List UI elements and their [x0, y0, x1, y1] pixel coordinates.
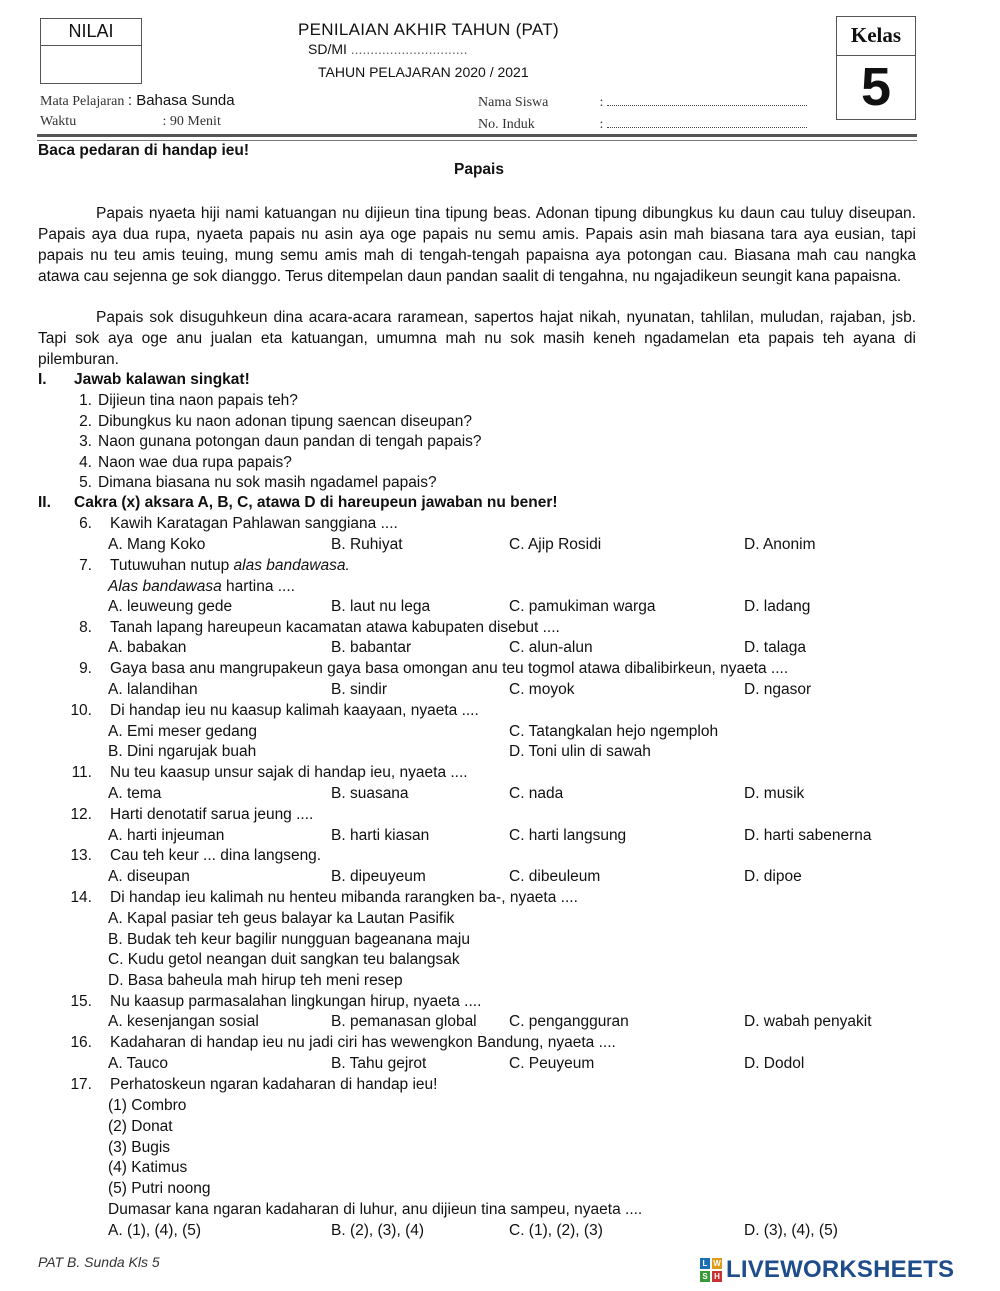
- option-d[interactable]: D. Dodol: [744, 1055, 805, 1072]
- option-c[interactable]: C. moyok: [509, 681, 575, 698]
- footer-label: PAT B. Sunda Kls 5: [38, 1254, 160, 1270]
- school-dots: ..............................: [350, 41, 468, 57]
- question-number: 13.: [70, 847, 92, 864]
- question-text: Dibungkus ku naon adonan tipung saencan diseupan?: [98, 412, 473, 430]
- question-number: 17.: [70, 1076, 92, 1093]
- question-text: Dumasar kana ngaran kadaharan di luhur, anu dijieun tina sampeu, nyaeta ....: [108, 1201, 643, 1218]
- reading-paragraph-2: Papais sok disuguhkeun dina acara-acara raramean, sapertos hajat nikah, nyunatan, tahlilan, muludan, rajaban, jsb. Tapi sok aya oge anu jualan eta katuangan, umumna mah nu sok masih keneh ngadamelan eta papais teh ayana di pilemburan.: [38, 309, 916, 368]
- question-text-plain: hartina ....: [221, 578, 295, 595]
- question-text: Dijieun tina naon papais teh?: [98, 392, 298, 409]
- logo-cell: L: [700, 1258, 710, 1269]
- liveworksheets-logo-icon: [700, 1258, 722, 1282]
- liveworksheets-brand[interactable]: [700, 1256, 995, 1286]
- question-text: Kadaharan di handap ieu nu jadi ciri has wewengkon Bandung, nyaeta ....: [110, 1034, 616, 1051]
- header-rule-thick: [37, 134, 917, 137]
- nilai-box: [40, 18, 142, 84]
- id-colon: :: [599, 117, 604, 132]
- question-text: Kawih Karatagan Pahlawan sanggiana ....: [110, 515, 398, 532]
- option-d[interactable]: D. Toni ulin di sawah: [509, 743, 651, 760]
- question-number: 12.: [70, 806, 92, 823]
- option-b[interactable]: B. pemanasan global: [331, 1013, 477, 1030]
- instruction: Baca pedaran di handap ieu!: [38, 142, 250, 159]
- name-row: [478, 92, 807, 111]
- question-text: Harti denotatif sarua jeung ....: [110, 806, 314, 823]
- option-c[interactable]: C. dibeuleum: [509, 868, 601, 885]
- time-value: : 90 Menit: [162, 114, 221, 129]
- question-text: Naon wae dua rupa papais?: [98, 453, 292, 471]
- food-name: (1) Combro: [108, 1097, 187, 1114]
- option-b[interactable]: B. (2), (3), (4): [331, 1222, 425, 1239]
- option-a[interactable]: A. Emi meser gedang: [108, 723, 258, 740]
- question-number: 9.: [79, 660, 92, 677]
- option-c[interactable]: C. Tatangkalan hejo ngemploh: [509, 723, 719, 740]
- option-c[interactable]: C. harti langsung: [509, 827, 627, 844]
- time-label: Waktu: [40, 114, 77, 129]
- reading-paragraph-1: Papais nyaeta hiji nami katuangan nu dijieun tina tipung beas. Adonan tipung dibungkus ku daun cau tuluy diseupan. Papais aya dua rupa, nyaeta papais nu asin aya oge papais nu semu amis. Papais asin mah biasana tara aya eusian, tapi papais nu teu amis teuing, mung semu amis mah di tengah-tengah papaisna aya potongan cau. Biasana mah cau nangka atawa cau sejenna ge sok dianggo. Terus ditempelan daun pandan saalit di tengahna, nu ngajadikeun seungit kana papaisna.: [38, 205, 916, 285]
- option-c[interactable]: C. Kudu getol neangan duit sangkan teu balangsak: [108, 951, 460, 968]
- option-a[interactable]: A. harti injeuman: [108, 827, 225, 844]
- section-1: [0, 370, 1000, 495]
- question-number: 3.: [79, 433, 92, 451]
- id-row: [478, 114, 807, 133]
- option-d[interactable]: D. Basa baheula mah hirup teh meni resep: [108, 972, 403, 989]
- subject-value: : Bahasa Sunda: [127, 92, 235, 109]
- option-a[interactable]: A. Tauco: [108, 1055, 169, 1072]
- option-a[interactable]: A. tema: [108, 785, 162, 802]
- id-label: No. Induk: [478, 117, 535, 132]
- option-a[interactable]: A. Kapal pasiar teh geus balayar ka Lautan Pasifik: [108, 910, 455, 927]
- question-text: Perhatoskeun ngaran kadaharan di handap ieu!: [110, 1076, 438, 1093]
- option-a[interactable]: A. leuweung gede: [108, 598, 233, 615]
- kelas-value: 5: [860, 57, 892, 117]
- question-number: 7.: [79, 557, 92, 574]
- question-number: 5.: [79, 474, 92, 492]
- kelas-label: Kelas: [850, 23, 902, 47]
- question-number: 1.: [79, 392, 92, 409]
- question-text-italic: Alas bandawasa: [108, 578, 222, 595]
- section-1-roman: I.: [38, 371, 47, 388]
- option-d[interactable]: D. (3), (4), (5): [744, 1222, 838, 1239]
- question-number: 6.: [79, 515, 92, 532]
- food-name: (3) Bugis: [108, 1138, 171, 1156]
- option-c[interactable]: C. pengangguran: [509, 1013, 629, 1030]
- option-a[interactable]: A. (1), (4), (5): [108, 1222, 202, 1239]
- name-colon: :: [599, 95, 604, 110]
- exam-title: PENILAIAN AKHIR TAHUN (PAT): [298, 20, 559, 39]
- subject-label: Mata Pelajaran: [40, 94, 125, 109]
- question-text-italic: alas bandawasa.: [233, 557, 350, 574]
- section-2-roman: II.: [38, 494, 51, 511]
- option-d[interactable]: D. harti sabenerna: [744, 827, 872, 844]
- option-a[interactable]: A. kesenjangan sosial: [108, 1013, 259, 1030]
- option-b[interactable]: B. laut nu lega: [331, 598, 431, 615]
- option-b[interactable]: B. Tahu gejrot: [331, 1055, 427, 1072]
- question-number: 10.: [70, 702, 92, 719]
- food-name: (2) Donat: [108, 1117, 173, 1135]
- option-b[interactable]: B. dipeuyeum: [331, 868, 426, 885]
- option-a[interactable]: A. lalandihan: [108, 681, 198, 698]
- question-text: Dimana biasana nu sok masih ngadamel papais?: [98, 474, 437, 492]
- section-2: [0, 493, 1000, 1253]
- question-number: 16.: [70, 1034, 92, 1051]
- question-text: Nu teu kaasup unsur sajak di handap ieu, nyaeta ....: [110, 764, 468, 781]
- subject-row: [40, 92, 235, 110]
- logo-cell: W: [713, 1259, 721, 1268]
- nilai-label: NILAI: [68, 21, 114, 41]
- question-text: Tanah lapang hareupeun kacamatan atawa kabupaten disebut ....: [110, 619, 560, 636]
- question-text-plain: Tutuwuhan nutup: [110, 557, 234, 574]
- option-c[interactable]: C. Peuyeum: [509, 1055, 595, 1072]
- food-name: (5) Putri noong: [108, 1180, 211, 1198]
- section-2-title: Cakra (x) aksara A, B, C, atawa D di hareupeun jawaban nu bener!: [74, 494, 558, 511]
- option-b[interactable]: B. Ruhiyat: [331, 536, 403, 553]
- section-1-title: Jawab kalawan singkat!: [74, 371, 250, 388]
- school-label: SD/MI: [308, 41, 347, 57]
- nilai-divider: [41, 45, 141, 46]
- school-year: TAHUN PELAJARAN 2020 / 2021: [318, 64, 529, 80]
- header-rule-thin: [37, 140, 917, 141]
- option-a[interactable]: A. Mang Koko: [108, 536, 206, 553]
- question-number: 15.: [70, 993, 92, 1010]
- option-b[interactable]: B. babantar: [331, 639, 412, 656]
- logo-cell: H: [712, 1271, 722, 1282]
- option-d[interactable]: D. dipoe: [744, 868, 802, 885]
- option-c[interactable]: C. Ajip Rosidi: [509, 536, 602, 553]
- liveworksheets-wordmark: LIVEWORKSHEETS: [726, 1256, 955, 1283]
- question-text: Cau teh keur ... dina langseng.: [110, 847, 322, 864]
- question-text: Gaya basa anu mangrupakeun gaya basa omongan anu teu togmol atawa dibalibirkeun, nyaeta ....: [110, 660, 789, 677]
- question-number: 2.: [79, 412, 92, 430]
- option-c[interactable]: C. (1), (2), (3): [509, 1222, 603, 1239]
- question-text: Naon gunana potongan daun pandan di tengah papais?: [98, 433, 482, 451]
- kelas-box: [836, 16, 916, 120]
- option-b[interactable]: B. Budak teh keur bagilir nungguan bageanana maju: [108, 931, 470, 948]
- option-a[interactable]: A. diseupan: [108, 868, 190, 885]
- option-b[interactable]: B. suasana: [331, 785, 409, 802]
- question-number: 4.: [79, 453, 92, 471]
- option-b[interactable]: B. harti kiasan: [331, 827, 430, 844]
- question-text: [110, 556, 350, 577]
- question-text: Nu kaasup parmasalahan lingkungan hirup, nyaeta ....: [110, 993, 482, 1010]
- question-text: Di handap ieu nu kaasup kalimah kaayaan, nyaeta ....: [110, 702, 479, 719]
- question-text: [108, 577, 295, 598]
- name-label: Nama Siswa: [478, 95, 549, 110]
- question-number: 14.: [70, 889, 92, 906]
- school-line: [308, 41, 467, 57]
- option-c[interactable]: C. alun-alun: [509, 639, 593, 656]
- option-d[interactable]: D. wabah penyakit: [744, 1013, 872, 1030]
- option-a[interactable]: A. babakan: [108, 639, 187, 656]
- option-d[interactable]: D. ladang: [744, 598, 811, 615]
- option-d[interactable]: D. talaga: [744, 639, 807, 656]
- option-d[interactable]: D. musik: [744, 785, 805, 802]
- option-c[interactable]: C. nada: [509, 785, 564, 802]
- option-c[interactable]: C. pamukiman warga: [509, 598, 656, 615]
- name-field[interactable]: [607, 92, 807, 106]
- time-row: [40, 114, 221, 130]
- option-b[interactable]: B. Dini ngarujak buah: [108, 743, 257, 760]
- option-d[interactable]: D. ngasor: [744, 681, 812, 698]
- option-d[interactable]: D. Anonim: [744, 536, 816, 553]
- id-field[interactable]: [607, 114, 807, 128]
- logo-cell: S: [700, 1271, 710, 1282]
- question-number: 8.: [79, 619, 92, 636]
- question-number: 11.: [71, 764, 92, 781]
- food-name: (4) Katimus: [108, 1159, 188, 1177]
- question-text: Di handap ieu kalimah nu henteu mibanda rarangken ba-, nyaeta ....: [110, 889, 578, 906]
- option-b[interactable]: B. sindir: [331, 681, 387, 698]
- reading-title: Papais: [454, 161, 504, 178]
